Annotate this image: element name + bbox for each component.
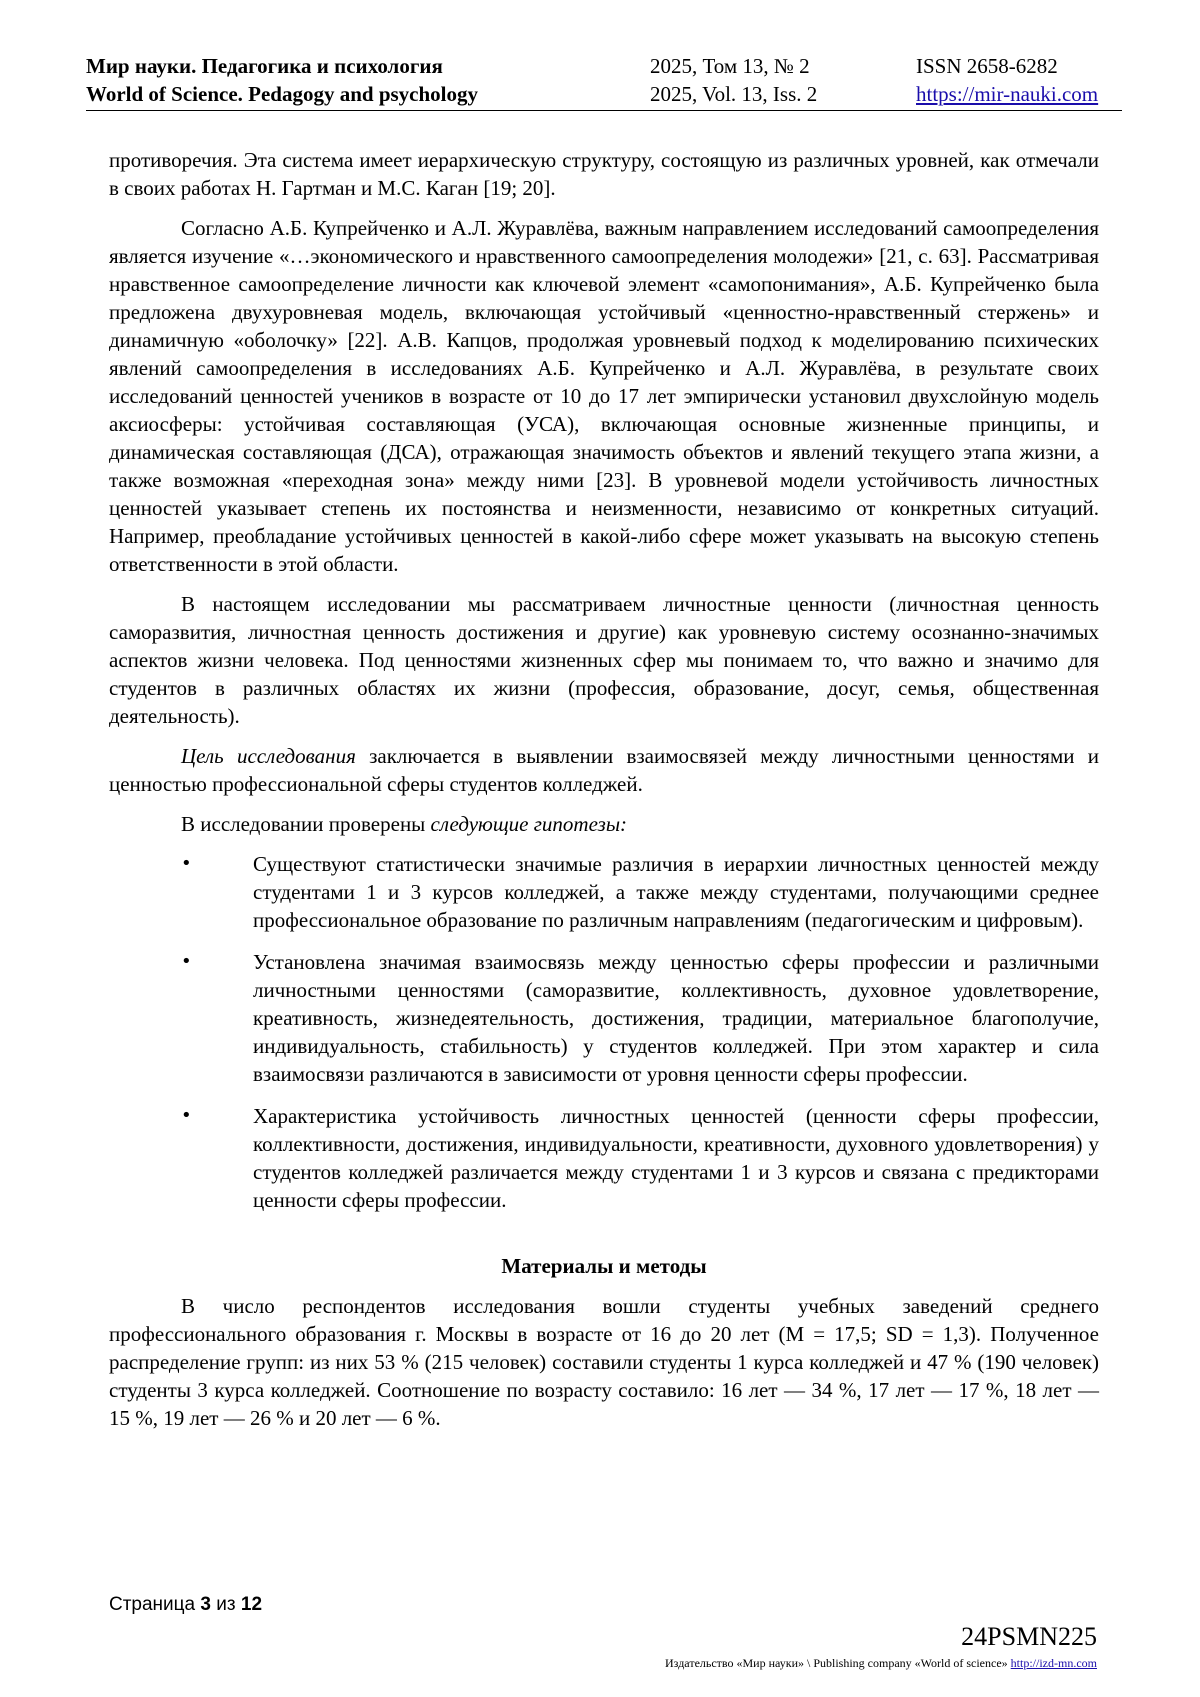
issue-en: 2025, Vol. 13, Iss. 2 (650, 82, 818, 106)
publisher-line (665, 1656, 1097, 1671)
hypotheses-list (109, 850, 1099, 1214)
issue-info (650, 52, 817, 108)
journal-link[interactable]: https://mir-nauki.com (916, 82, 1099, 106)
journal-title (86, 52, 478, 108)
publisher-link[interactable]: http://izd-mn.com (1010, 1656, 1097, 1670)
article-body (109, 146, 1099, 1444)
paragraph: В настоящем исследовании мы рассматриваем личностные ценности (личностная ценность саморазвития, личностная ценность достижения и другие) как уровневую систему осознанно-значимых аспектов жизни человека. Под ценностями жизненных сфер мы понимаем то, что важно и значимо для студентов в различных областях их жизни (профессия, образование, досуг, семья, общественная деятельность). (109, 592, 1099, 728)
page-label: Страница (109, 1594, 196, 1615)
issn-block (916, 52, 1098, 108)
goal-emphasis: Цель исследования (181, 744, 356, 768)
article-code: 24PSMN225 (961, 1622, 1097, 1651)
total-pages: 12 (240, 1594, 263, 1615)
section-title: Материалы и методы (501, 1254, 707, 1278)
publisher-text: Издательство «Мир науки» \ Publishing company «World of science» (665, 1656, 1008, 1670)
current-page: 3 (200, 1594, 211, 1615)
header-divider (86, 110, 1122, 111)
list-item-text: Существуют статистически значимые различия в иерархии личностных ценностей между студентами 1 и 3 курсов колледжей, а также между студентами, получающими среднее профессиональное образование по различным направлениям (педагогическим и цифровым). (253, 852, 1099, 932)
journal-title-en: World of Science. Pedagogy and psychology (86, 82, 479, 106)
bullet-icon: • (181, 853, 192, 874)
paragraph-hypotheses-intro (109, 810, 1099, 838)
bullet-icon: • (181, 951, 192, 972)
page-header (86, 52, 1122, 108)
goal-text: заключается в выявлении взаимосвязей между личностными ценностями и ценностью профессиональной сферы студентов колледжей. (109, 744, 1099, 796)
bullet-icon: • (181, 1105, 192, 1126)
hypotheses-emphasis: следующие гипотезы: (430, 812, 628, 836)
paragraph: противоречия. Эта система имеет иерархическую структуру, состоящую из различных уровней, как отмечали в своих работах Н. Гартман и М.С. Каган [19; 20]. (109, 148, 1099, 200)
hypotheses-intro-text: В исследовании проверены (181, 812, 431, 836)
journal-title-ru: Мир науки. Педагогика и психология (86, 54, 443, 78)
list-item (109, 948, 1099, 1088)
paragraph: В число респондентов исследования вошли студенты учебных заведений среднего профессионального образования г. Москвы в возрасте от 16 до 20 лет (M = 17,5; SD = 1,3). Полученное распределение групп: из них 53 % (215 человек) составили студенты 1 курса колледжей и 47 % (190 человек) студенты 3 курса колледжей. Соотношение по возрасту составило: 16 лет — 34 %, 17 лет — 17 %, 18 лет — 15 %, 19 лет — 26 % и 20 лет — 6 %. (109, 1294, 1099, 1430)
issn: ISSN 2658-6282 (916, 54, 1058, 78)
list-item (109, 850, 1099, 934)
list-item (109, 1102, 1099, 1214)
list-item-text: Характеристика устойчивость личностных ценностей (ценности сферы профессии, коллективности, достижения, индивидуальности, креативности, духовного удовлетворения) у студентов колледжей различается между студентами 1 и 3 курсов и связана с предикторами ценности сферы профессии. (253, 1104, 1099, 1212)
issue-ru: 2025, Том 13, № 2 (650, 54, 810, 78)
list-item-text: Установлена значимая взаимосвязь между ценностью сферы профессии и различными личностными ценностями (саморазвитие, коллективность, духовное удовлетворение, креативность, жизнедеятельность, достижения, традиции, материальное благополучие, индивидуальность, стабильность) у студентов колледжей. При этом характер и сила взаимосвязи различаются в зависимости от уровня ценности сферы профессии. (253, 950, 1099, 1086)
paragraph: Согласно А.Б. Купрейченко и А.Л. Журавлёва, важным направлением исследований самоопределения является изучение «…экономического и нравственного самоопределения молодежи» [21, с. 63]. Рассматривая нравственное самоопределение личности как ключевой элемент «самопонимания», А.Б. Купрейченко была предложена двухуровневая модель, включающая устойчивый «ценностно-нравственный стержень» и динамичную «оболочку» [22]. А.В. Капцов, продолжая уровневый подход к моделированию психических явлений самоопределения в исследованиях А.Б. Купрейченко и А.Л. Журавлёва, в результате своих исследований ценностей учеников в возрасте от 10 до 17 лет эмпирически установил двухслойную модель аксиосферы: устойчивая составляющая (УСА), включающая основные жизненные принципы, и динамическая составляющая (ДСА), отражающая значимость объектов и явлений текущего этапа жизни, а также возможная «переходная зона» между ними [23]. В уровневой модели устойчивость личностных ценностей указывает степень их постоянства и неизменности, независимо от конкретных ситуаций. Например, преобладание устойчивых ценностей в какой-либо сфере может указывать на высокую степень ответственности в этой области. (109, 216, 1099, 576)
page-of: из (216, 1594, 236, 1615)
page-number (109, 1594, 262, 1616)
paragraph-goal (109, 742, 1099, 798)
